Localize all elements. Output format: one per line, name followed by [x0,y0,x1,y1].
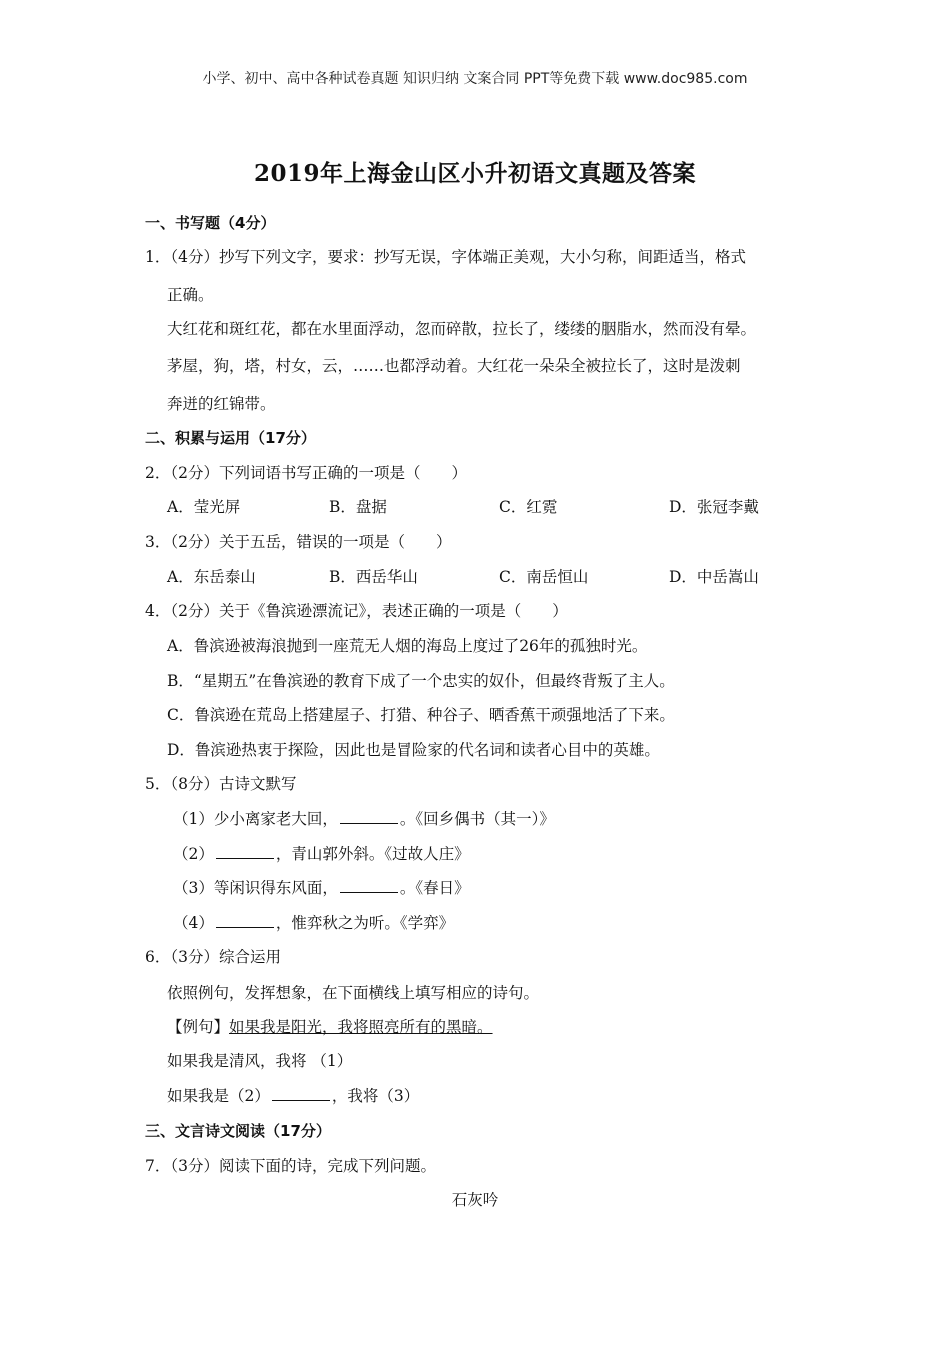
option-b: B．“星期五”在鲁滨逊的教育下成了一个忠实的奴仆，但最终背叛了主人。 [167,672,675,690]
fill-blank[interactable] [216,913,274,928]
fill-blank[interactable] [340,809,398,824]
recitation-line-1: （1）少小离家老大回， 。《回乡偶书（其一）》 [173,810,555,828]
option-b: B．西岳华山 [329,568,418,586]
option-a: A．东岳泰山 [167,568,256,586]
recitation-line-4: （4） ，惟弈秋之为听。《学弈》 [173,914,455,932]
question-7-stem: 7．（3分）阅读下面的诗，完成下列问题。 [145,1157,436,1175]
question-1-stem: 1．（4分）抄写下列文字，要求：抄写无误，字体端正美观，大小匀称，间距适当，格式 [145,248,746,266]
page-header: 小学、初中、高中各种试卷真题 知识归纳 文案合同 PPT等免费下载 www.doc985.com [202,71,748,87]
question-4-stem: 4．（2分）关于《鲁滨逊漂流记》，表述正确的一项是（ ） [145,602,568,620]
question-3-stem: 3．（2分）关于五岳，错误的一项是（ ） [145,533,452,551]
question-5-stem: 5．（8分）古诗文默写 [145,775,297,793]
example-sentence [167,1017,493,1037]
poem-title: 石灰吟 [451,1191,499,1209]
section-heading: 一、书写题（4分） [145,214,276,232]
question-2-options [167,497,829,517]
option-d: D．张冠李戴 [669,498,759,516]
answer-line-2: 如果我是（2） ，我将（3） [167,1087,420,1105]
fill-blank[interactable] [340,878,398,893]
option-c: C．鲁滨逊在荒岛上搭建屋子、打猎、种谷子、晒香蕉干顽强地活了下来。 [167,706,675,724]
option-c: C．红霓 [499,498,558,516]
option-c: C．南岳恒山 [499,568,589,586]
page-title: 2019年上海金山区小升初语文真题及答案 [253,160,696,187]
question-1-stem-cont: 正确。 [167,286,214,304]
recitation-line-3: （3）等闲识得东风面， 。《春日》 [173,879,470,897]
section-heading: 二、积累与运用（17分） [145,429,316,447]
option-b: B．盘据 [329,498,387,516]
option-a: A．莹光屏 [167,498,241,516]
section-heading: 三、文言诗文阅读（17分） [145,1122,331,1140]
copy-passage-line: 茅屋，狗，塔，村女，云，……也都浮动着。大红花一朵朵全被拉长了，这时是泼刺 [167,357,741,375]
question-2-stem: 2．（2分）下列词语书写正确的一项是（ ） [145,464,467,482]
option-d: D．中岳嵩山 [669,568,759,586]
option-d: D．鲁滨逊热衷于探险，因此也是冒险家的代名词和读者心目中的英雄。 [167,741,660,759]
fill-blank[interactable] [272,1086,330,1101]
question-6-instruction: 依照例句，发挥想象，在下面横线上填写相应的诗句。 [167,984,540,1002]
answer-line-1: 如果我是清风，我将 （1） [167,1052,353,1070]
fill-blank[interactable] [216,844,274,859]
example-label: 【例句】 [167,1018,230,1036]
question-3-options [167,567,829,587]
copy-passage-line: 奔迸的红锦带。 [167,395,276,413]
option-a: A．鲁滨逊被海浪抛到一座荒无人烟的海岛上度过了26年的孤独时光。 [167,637,648,655]
example-text: 如果我是阳光，我将照亮所有的黑暗。 [229,1018,493,1036]
copy-passage-line: 大红花和斑红花，都在水里面浮动，忽而碎散，拉长了，缕缕的胭脂水，然而没有晕。 [167,320,757,338]
recitation-line-2: （2） ，青山郭外斜。《过故人庄》 [173,845,470,863]
question-6-stem: 6．（3分）综合运用 [145,948,281,966]
